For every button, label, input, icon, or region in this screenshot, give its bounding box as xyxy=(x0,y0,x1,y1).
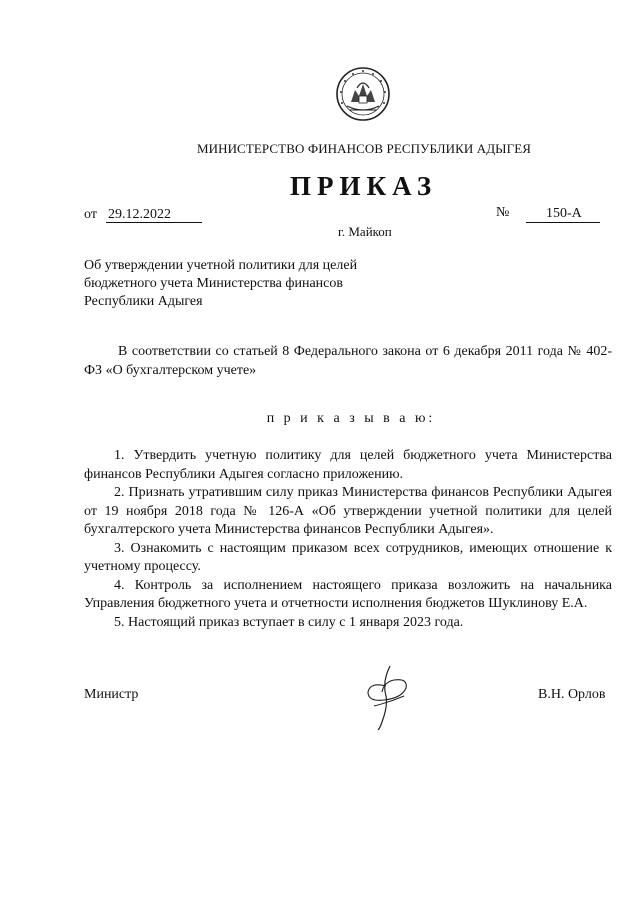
date-underline xyxy=(106,222,202,223)
coat-of-arms-icon xyxy=(335,66,391,122)
subject-line: бюджетного учета Министерства финансов xyxy=(84,276,343,291)
order-word: п р и к а з ы в а ю: xyxy=(266,411,436,426)
signatory-name: В.Н. Орлов xyxy=(538,687,606,702)
number-underline xyxy=(526,222,600,223)
subject-line: Республики Адыгея xyxy=(84,294,203,309)
order-item: 5. Настоящий приказ вступает в силу с 1 января 2023 года. xyxy=(114,614,464,630)
city: г. Майкоп xyxy=(338,224,392,239)
preamble-paragraph: В соответствии со статьей 8 Федерального закона от 6 декабря 2011 года № 402-ФЗ «О бухгалтерском учете» xyxy=(84,344,612,378)
subject-line: Об утверждении учетной политики для целей xyxy=(84,258,358,273)
document-subject xyxy=(84,257,404,311)
order-item: 1. Утвердить учетную политику для целей бюджетного учета Министерства финансов Республики Адыгея согласно приложению. xyxy=(84,448,612,482)
date-label: от xyxy=(84,207,97,222)
order-item: 3. Ознакомить с настоящим приказом всех сотрудников, имеющих отношение к учетному процессу. xyxy=(84,540,612,574)
document-number: 150-А xyxy=(546,206,582,221)
ministry-name: МИНИСТЕРСТВО ФИНАНСОВ РЕСПУБЛИКИ АДЫГЕЯ xyxy=(196,141,532,156)
document-title: ПРИКАЗ xyxy=(290,171,438,201)
order-item: 4. Контроль за исполнением настоящего приказа возложить на начальника Управления бюджетного учета и отчетности исполнения бюджетов Шуклинову Е.А. xyxy=(84,577,612,611)
document-date: 29.12.2022 xyxy=(108,207,171,222)
signatory-role: Министр xyxy=(84,687,139,702)
order-items xyxy=(84,447,612,632)
handwritten-signature-icon xyxy=(360,662,416,732)
order-item: 2. Признать утратившим силу приказ Министерства финансов Республики Адыгея от 19 ноября 2018 года № 126-А «Об утверждении учетной политики для целей бухгалтерского учета Министерства финансов Республики Адыгея». xyxy=(84,485,612,537)
number-label: № xyxy=(496,205,510,220)
